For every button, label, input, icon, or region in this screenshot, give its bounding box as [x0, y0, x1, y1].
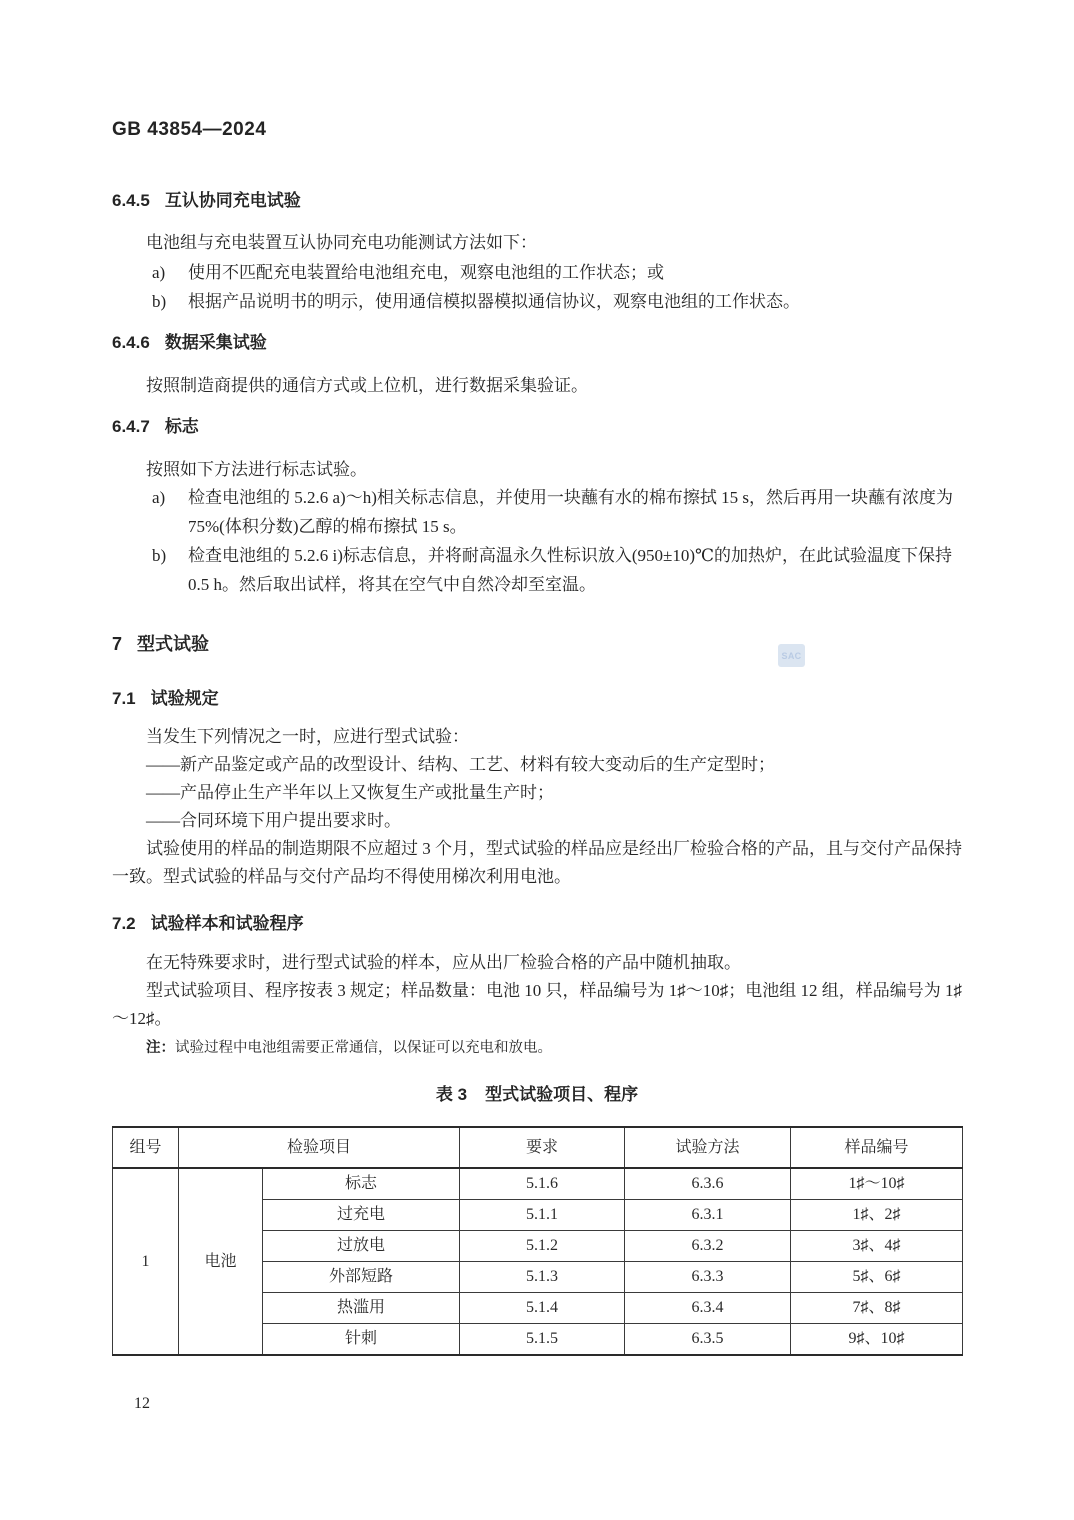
standard-number: GB 43854—2024 [112, 119, 267, 140]
table3 [112, 1126, 963, 1356]
page-number: 12 [134, 1395, 150, 1412]
list-label: a) [152, 488, 166, 507]
cell-samples: 3♯、4♯ [791, 1231, 963, 1262]
list-item-b [112, 541, 962, 599]
note-7-2 [112, 1038, 996, 1058]
heading-number: 7.2 [112, 914, 136, 933]
list-6-4-7 [112, 483, 962, 599]
cell-method: 6.3.3 [625, 1262, 791, 1293]
col-header-group: 组号 [113, 1127, 179, 1168]
cell-requirement: 5.1.4 [460, 1293, 625, 1324]
heading-7 [112, 632, 962, 656]
cell-item: 针刺 [263, 1324, 460, 1356]
list-6-4-5 [112, 258, 962, 316]
dash-list-7-1 [112, 751, 962, 835]
table3-caption [112, 1083, 962, 1107]
list-text: 检查电池组的 5.2.6 a)～h)相关标志信息，并使用一块蘸有水的棉布擦拭 15 s，然后再用一块蘸有浓度为 75%(体积分数)乙醇的棉布擦拭 15 s。 [188, 488, 953, 536]
paragraph-6-4-5-intro: 电池组与充电装置互认协同充电功能测试方法如下： [146, 233, 537, 252]
dash-item: ——产品停止生产半年以上又恢复生产或批量生产时； [146, 783, 554, 802]
cell-item: 标志 [263, 1168, 460, 1200]
heading-title: 试验规定 [150, 689, 219, 708]
cell-group-name: 电池 [179, 1168, 263, 1355]
list-label: b) [152, 546, 167, 565]
table3-caption-title: 型式试验项目、程序 [485, 1085, 639, 1104]
dash-item: ——合同环境下用户提出要求时。 [146, 811, 401, 830]
cell-samples: 1♯～10♯ [791, 1168, 963, 1200]
heading-6-4-6 [112, 331, 962, 355]
cell-requirement: 5.1.5 [460, 1324, 625, 1356]
list-text: 根据产品说明书的明示，使用通信模拟器模拟通信协议，观察电池组的工作状态。 [188, 292, 800, 311]
paragraph-6-4-7-intro: 按照如下方法进行标志试验。 [146, 460, 367, 479]
paragraph-7-1-intro: 当发生下列情况之一时，应进行型式试验： [146, 727, 469, 746]
cell-samples: 1♯、2♯ [791, 1200, 963, 1231]
cell-requirement: 5.1.3 [460, 1262, 625, 1293]
table3-header-row [113, 1127, 963, 1168]
paragraph-6-4-6: 按照制造商提供的通信方式或上位机，进行数据采集验证。 [146, 376, 588, 395]
cell-method: 6.3.1 [625, 1200, 791, 1231]
cell-group-no: 1 [113, 1168, 179, 1355]
note-text: 试验过程中电池组需要正常通信，以保证可以充电和放电。 [175, 1040, 552, 1056]
heading-number: 7 [112, 634, 123, 654]
heading-6-4-7 [112, 415, 962, 439]
cell-item: 过放电 [263, 1231, 460, 1262]
heading-title: 标志 [164, 417, 199, 436]
cell-method: 6.3.5 [625, 1324, 791, 1356]
col-header-samples: 样品编号 [791, 1127, 963, 1168]
cell-samples: 5♯、6♯ [791, 1262, 963, 1293]
heading-title: 互认协同充电试验 [164, 191, 301, 210]
paragraph-7-1-body: 试验使用的样品的制造期限不应超过 3 个月，型式试验的样品应是经出厂检验合格的产品，且与交付产品保持一致。型式试验的样品与交付产品均不得使用梯次利用电池。 [112, 839, 962, 886]
heading-7-2 [112, 912, 962, 936]
list-label: a) [152, 263, 166, 282]
note-label: 注： [146, 1040, 175, 1056]
cell-samples: 7♯、8♯ [791, 1293, 963, 1324]
heading-title: 试验样本和试验程序 [150, 914, 304, 933]
col-header-method: 试验方法 [625, 1127, 791, 1168]
cell-item: 过充电 [263, 1200, 460, 1231]
dash-item: ——新产品鉴定或产品的改型设计、结构、工艺、材料有较大变动后的生产定型时； [146, 755, 775, 774]
cell-method: 6.3.4 [625, 1293, 791, 1324]
cell-requirement: 5.1.2 [460, 1231, 625, 1262]
cell-method: 6.3.2 [625, 1231, 791, 1262]
heading-number: 7.1 [112, 689, 136, 708]
table3-caption-number: 表 3 [435, 1085, 468, 1104]
heading-6-4-5 [112, 189, 962, 213]
col-header-item: 检验项目 [179, 1127, 460, 1168]
paragraph-7-2-p2: 型式试验项目、程序按表 3 规定；样品数量：电池 10 只，样品编号为 1♯～10♯；电池组 12 组，样品编号为 1♯～12♯。 [112, 981, 962, 1028]
sac-watermark: SAC [778, 644, 805, 667]
heading-title: 型式试验 [137, 634, 210, 654]
cell-samples: 9♯、10♯ [791, 1324, 963, 1356]
cell-requirement: 5.1.6 [460, 1168, 625, 1200]
list-item-b [112, 287, 962, 316]
table3-wrapper [112, 1126, 962, 1356]
heading-number: 6.4.7 [112, 417, 150, 436]
list-label: b) [152, 292, 167, 311]
list-item-a [112, 258, 962, 287]
cell-item: 外部短路 [263, 1262, 460, 1293]
list-text: 使用不匹配充电装置给电池组充电，观察电池组的工作状态；或 [188, 263, 664, 282]
col-header-requirement: 要求 [460, 1127, 625, 1168]
heading-7-1 [112, 687, 962, 711]
paragraph-7-2-p1: 在无特殊要求时，进行型式试验的样本，应从出厂检验合格的产品中随机抽取。 [146, 953, 741, 972]
cell-requirement: 5.1.1 [460, 1200, 625, 1231]
heading-number: 6.4.6 [112, 333, 150, 352]
heading-number: 6.4.5 [112, 191, 150, 210]
list-text: 检查电池组的 5.2.6 i)标志信息，并将耐高温永久性标识放入(950±10)℃的加热炉，在此试验温度下保持 0.5 h。然后取出试样，将其在空气中自然冷却至室温。 [188, 546, 953, 594]
list-item-a [112, 483, 962, 541]
table-row [113, 1168, 963, 1200]
cell-method: 6.3.6 [625, 1168, 791, 1200]
cell-item: 热滥用 [263, 1293, 460, 1324]
heading-title: 数据采集试验 [164, 333, 267, 352]
